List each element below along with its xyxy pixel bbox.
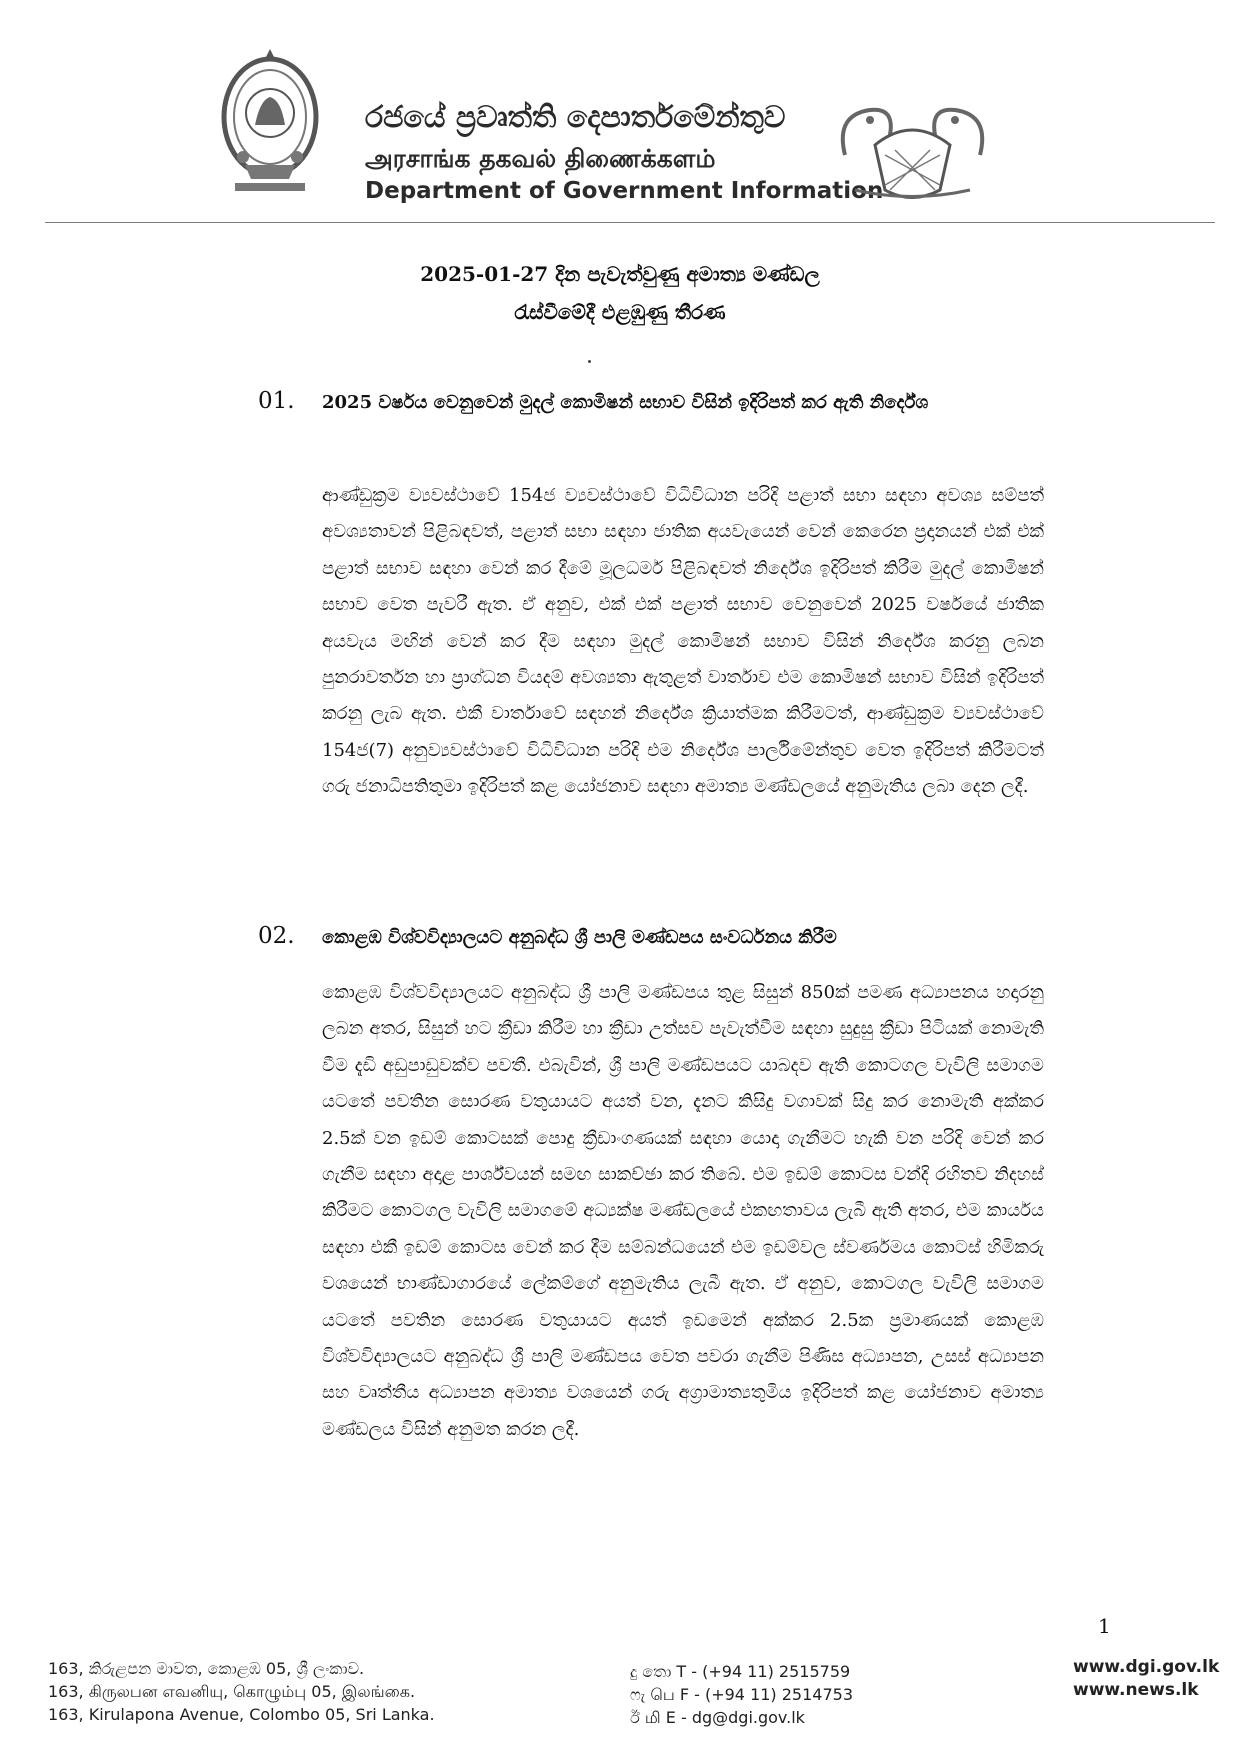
- fax: ෆැ பெ F - (+94 11) 2514753: [630, 1685, 854, 1704]
- website-link[interactable]: www.news.lk: [1073, 1680, 1199, 1700]
- footer-websites: [1073, 1656, 1219, 1702]
- item-body: ආණ්ඩුක්‍රම ව්‍යවස්ථාවේ 154ජ ව්‍යවස්ථාවේ විධිවිධාන පරිදි පළාත් සභා සඳහා අවශ්‍ය සම්පත් අවශ්‍යතාවන් පිළිබඳවත්, පළාත් සභා සඳහා ජාතික අයවැයෙන් වෙන් කෙරෙන ප්‍රදානයන් එක් එක් පළාත් සභාව සඳහා වෙන් කර දීමේ මූලධර්ම පිළිබඳවත් නිර්දේශ ඉදිරිපත් කිරීම මුදල් කොමිෂන් සභාව වෙත පැවරී ඇත. ඒ අනුව, එක් එක් පළාත් සභාව වෙනුවෙන් 2025 වර්ෂයේ ජාතික අයවැය මඟින් වෙන් කර දීම සඳහා මුදල් කොමිෂන් සභාව විසින් නිර්දේශ කරනු ලබන පුනරාවර්තන හා ප්‍රාග්ධන වියදම් අවශ්‍යතා ඇතුළත් වාර්තාව එම කොමිෂන් සභාව විසින් ඉදිරිපත් කරනු ලැබ ඇත. එකී වාර්තාවේ සඳහන් නිර්දේශ ක්‍රියාත්මක කිරීමටත්, ආණ්ඩුක්‍රම ව්‍යවස්ථාවේ 154ජ(7) අනුව්‍යවස්ථාවේ විධිවිධාන පරිදි එම නිර්දේශ පාර්ලිමේන්තුව වෙත ඉදිරිපත් කිරීමටත් ගරු ජනාධිපතිතුමා ඉදිරිපත් කළ යෝජනාව සඳහා අමාත්‍ය මණ්ඩලයේ අනුමැතිය ලබා දෙන ලදී.: [322, 485, 1044, 798]
- department-name-sinhala: රජයේ ප්‍රවෘත්ති දෙපාර්තමේන්තුව: [365, 100, 786, 135]
- swan-motif-icon: [825, 95, 1000, 205]
- department-name-english: Department of Government Information: [365, 178, 884, 204]
- address-english: 163, Kirulapona Avenue, Colombo 05, Sri Lanka.: [48, 1705, 435, 1724]
- document-title-line-1: 2025-01-27 දින පැවැත්වුණු අමාත්‍ය මණ්ඩල: [420, 262, 820, 286]
- item-heading: කොළඹ විශ්වවිද්‍යාලයට අනුබද්ධ ශ්‍රී පාලි මණ්ඩපය සංවර්ධනය කිරීම: [322, 927, 837, 948]
- address-tamil: 163, கிருலபன எவனியு, கொழும்பு 05, இலங்கை.: [48, 1682, 416, 1701]
- item-number: 02.: [258, 923, 295, 949]
- email-link[interactable]: ඊ மி E - dg@dgi.gov.lk: [630, 1708, 805, 1727]
- department-name-tamil: அரசாங்க தகவல் திணைக்களம்: [365, 144, 716, 173]
- document-title-line-2: රැස්වීමේදී එළඹුණු තීරණ: [514, 300, 726, 324]
- website-link[interactable]: www.dgi.gov.lk: [1073, 1657, 1220, 1677]
- stray-dot: [588, 360, 591, 363]
- sri-lanka-emblem-icon: [215, 45, 325, 195]
- address-sinhala: 163, කිරුළපන මාවත, කොළඹ 05, ශ්‍රී ලංකාව.: [48, 1659, 365, 1678]
- footer-address: [48, 1657, 435, 1726]
- footer-contact: [630, 1660, 853, 1729]
- item-heading: 2025 වර්ෂය වෙනුවෙන් මුදල් කොමිෂන් සභාව විසින් ඉදිරිපත් කර ඇති නිර්දේශ: [322, 392, 929, 413]
- telephone: දු තො T - (+94 11) 2515759: [630, 1662, 851, 1681]
- item-number: 01.: [258, 388, 295, 414]
- item-body: කොළඹ විශ්වවිද්‍යාලයට අනුබද්ධ ශ්‍රී පාලි මණ්ඩපය තුළ සිසුන් 850ක් පමණ අධ්‍යාපනය හදාරනු ලබන අතර, සිසුන් හට ක්‍රීඩා කිරීම හා ක්‍රීඩා උත්සව පැවැත්වීම සඳහා සුදුසු ක්‍රීඩා පිටියක් නොමැති වීම දැඩි අඩුපාඩුවක්ව පවතී. එබැවින්, ශ්‍රී පාලි මණ්ඩපයට යාබදව ඇති කොටගල වැවිලි සමාගම යටතේ පවතින සොරණ වතුයායට අයත් වන, දැනට කිසිදු වගාවක් සිදු කර නොමැති අක්කර 2.5ක් වන ඉඩම් කොටසක් පොදු ක්‍රීඩාංගණයක් සඳහා යොදා ගැනීමට හැකි වන පරිදි වෙන් කර ගැනීම සඳහා අදාළ පාර්ශ්වයන් සමඟ සාකච්ඡා කර තිබේ. එම ඉඩම් කොටස වන්දි රහිතව නිදහස් කිරීමට කොටගල වැවිලි සමාගමේ අධ්‍යක්ෂ මණ්ඩලයේ එකඟතාවය ලැබී ඇති අතර, එම කාර්යය සඳහා එකී ඉඩම් කොටස වෙන් කර දීම සම්බන්ධයෙන් එම ඉඩම්වල ස්වර්ණමය කොටස් හිමිකරු වශයෙන් භාණ්ඩාගාරයේ ලේකම්ගේ අනුමැතිය ලැබී ඇත. ඒ අනුව, කොටගල වැවිලි සමාගම යටතේ පවතින සොරණ වතුයායට අයත් ඉඩමෙන් අක්කර 2.5ක ප්‍රමාණයක් කොළඹ විශ්වවිද්‍යාලයට අනුබද්ධ ශ්‍රී පාලි මණ්ඩපය වෙත පවරා ගැනීම පිණිස අධ්‍යාපන, උසස් අධ්‍යාපන සහ වෘත්තීය අධ්‍යාපන අමාත්‍ය වශයෙන් ගරු අග්‍රාමාත්‍යතුමිය ඉදිරිපත් කළ යෝජනාව අමාත්‍ය මණ්ඩලය විසින් අනුමත කරන ලදී.: [322, 982, 1044, 1440]
- header-divider: [45, 222, 1215, 223]
- page-number: 1: [1098, 1614, 1111, 1638]
